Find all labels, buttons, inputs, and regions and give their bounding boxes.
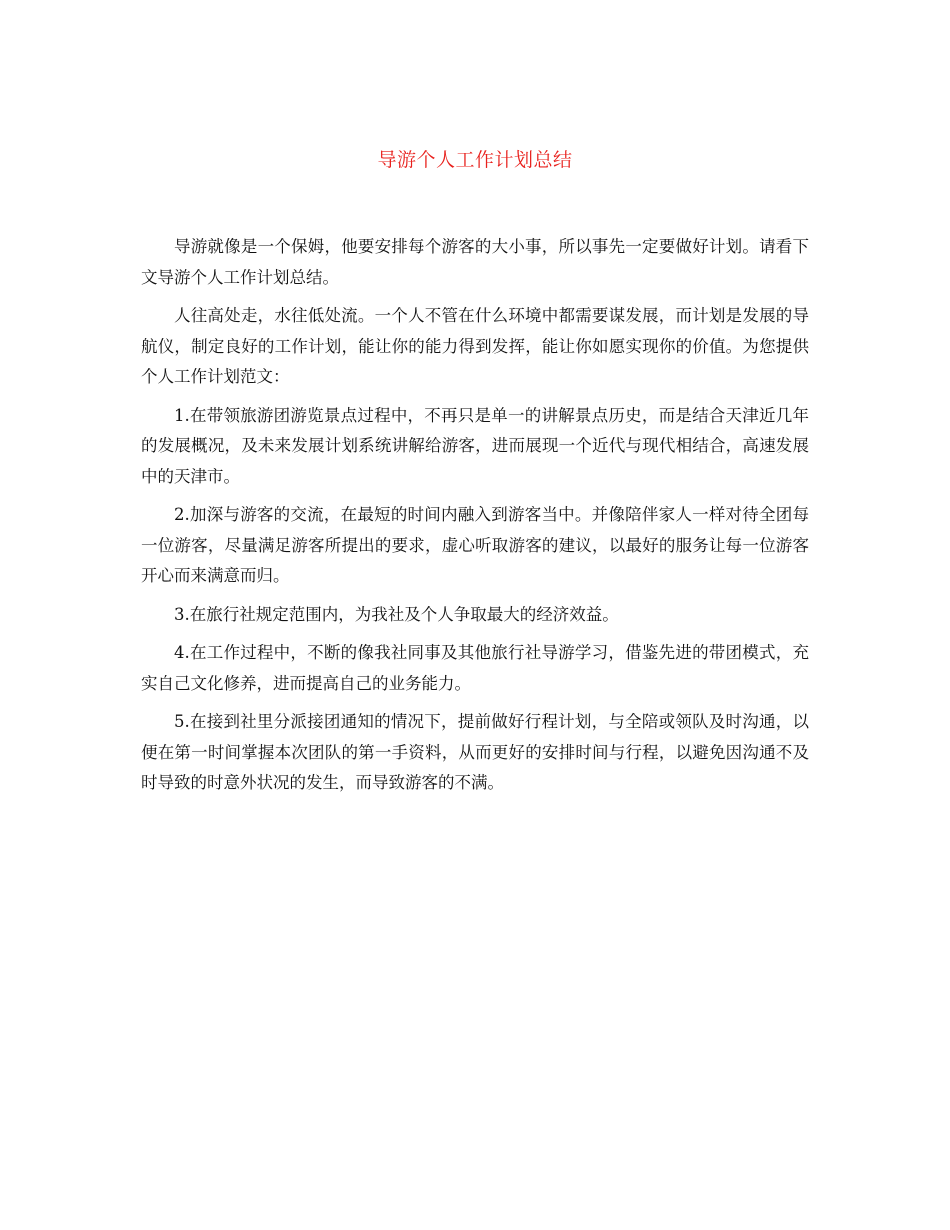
- paragraph-item-4: 4.在工作过程中，不断的像我社同事及其他旅行社导游学习，借鉴先进的带团模式，充实自己文化修养，进而提高自己的业务能力。: [141, 643, 809, 693]
- paragraph-intro: 导游就像是一个保姆，他要安排每个游客的大小事，所以事先一定要做好计划。请看下文导游个人工作计划总结。: [141, 237, 809, 287]
- paragraph-item-3: 3.在旅行社规定范围内，为我社及个人争取最大的经济效益。: [174, 604, 619, 624]
- paragraph-item-5: 5.在接到社里分派接团通知的情况下，提前做好行程计划，与全陪或领队及时沟通，以便在第一时间掌握本次团队的第一手资料，从而更好的安排时间与行程，以避免因沟通不及时导致的时意外状况的发生，而导致游客的不满。: [141, 712, 809, 792]
- paragraph-preface: 人往高处走，水往低处流。一个人不管在什么环境中都需要谋发展，而计划是发展的导航仪，制定良好的工作计划，能让你的能力得到发挥，能让你如愿实现你的价值。为您提供个人工作计划范文：: [141, 306, 809, 386]
- paragraph-item-2: 2.加深与游客的交流，在最短的时间内融入到游客当中。并像陪伴家人一样对待全团每一位游客，尽量满足游客所提出的要求，虚心听取游客的建议，以最好的服务让每一位游客开心而来满意而归。: [141, 505, 809, 585]
- document-title: 导游个人工作计划总结: [377, 149, 573, 171]
- paragraph-item-1: 1.在带领旅游团游览景点过程中，不再只是单一的讲解景点历史，而是结合天津近几年的发展概况，及未来发展计划系统讲解给游客，进而展现一个近代与现代相结合，高速发展中的天津市。: [141, 405, 809, 486]
- document-body: [141, 232, 809, 807]
